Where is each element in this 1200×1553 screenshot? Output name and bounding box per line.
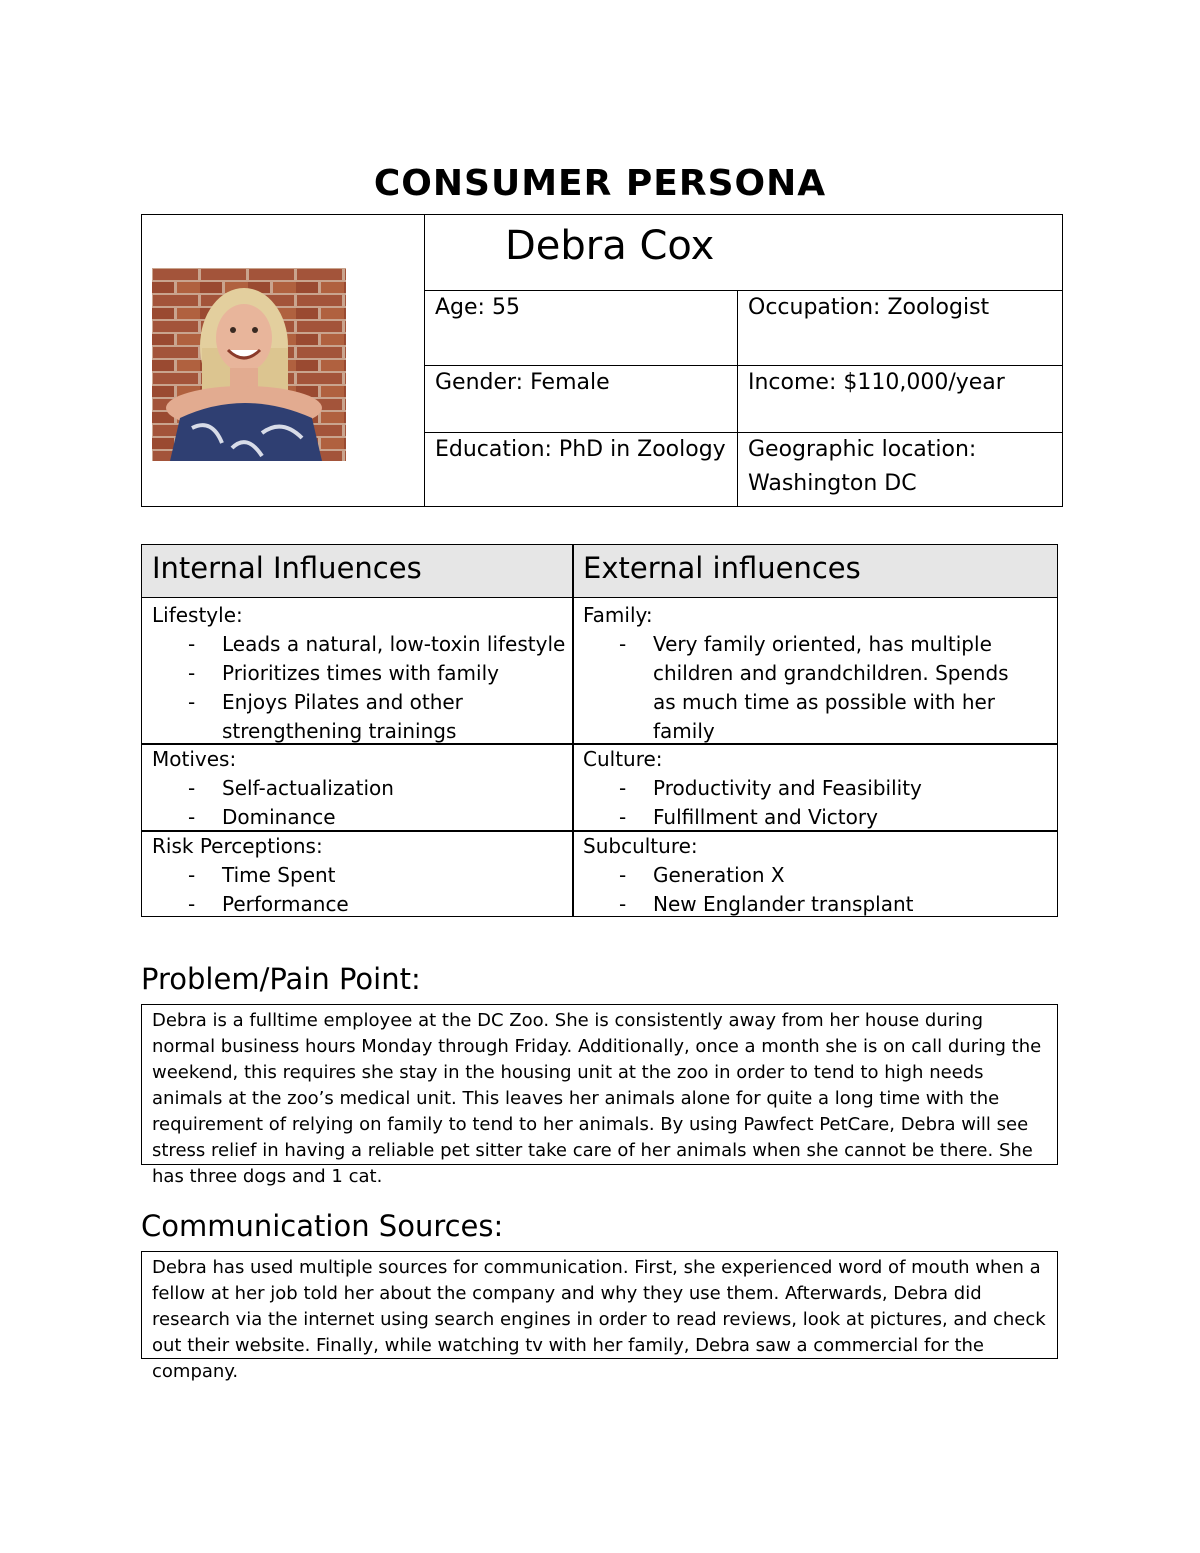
age-field xyxy=(425,291,738,365)
family-label: Family: xyxy=(583,603,653,627)
motives-list xyxy=(152,774,567,832)
location-label: Geographic location: xyxy=(748,437,977,462)
problem-heading: Problem/Pain Point: xyxy=(141,962,421,996)
list-item: - Performance xyxy=(152,890,567,919)
culture-label: Culture: xyxy=(583,747,663,771)
name-cell xyxy=(425,215,1062,291)
info-row-gender xyxy=(425,366,1062,433)
income-text: Income: $110,000/year xyxy=(748,370,1005,395)
list-item: - Fulfillment and Victory xyxy=(583,803,1023,832)
page-title: CONSUMER PERSONA xyxy=(373,163,827,204)
persona-photo xyxy=(152,268,346,461)
list-item: - Leads a natural, low-toxin lifestyle xyxy=(152,630,567,659)
age-text: Age: 55 xyxy=(435,295,520,320)
external-influences-header: External influences xyxy=(583,551,861,585)
internal-influences-header: Internal Influences xyxy=(152,551,422,585)
motives-cell xyxy=(152,745,567,832)
location-field xyxy=(738,433,1062,506)
culture-list xyxy=(583,774,1023,832)
communication-textbox: Debra has used multiple sources for communication. First, she experienced word of mouth when a fellow at her job told her about the company and why they use them. Afterwards, Debra did research via the internet using search engines in order to read reviews, look at pictures, and check out their website. Finally, while watching tv with her family, Debra saw a commercial for the company. xyxy=(141,1251,1058,1359)
family-list xyxy=(583,630,1023,746)
photo-cell xyxy=(142,215,425,506)
gender-text: Gender: Female xyxy=(435,370,610,395)
list-item: - New Englander transplant xyxy=(583,890,1023,919)
subculture-cell xyxy=(583,832,1023,919)
culture-cell xyxy=(583,745,1023,832)
lifestyle-label: Lifestyle: xyxy=(152,603,243,627)
location-value: Washington DC xyxy=(748,471,917,496)
family-cell xyxy=(583,601,1023,746)
lifestyle-list xyxy=(152,630,567,746)
income-field xyxy=(738,366,1062,432)
list-item: - Prioritizes times with family xyxy=(152,659,567,688)
list-item: - Generation X xyxy=(583,861,1023,890)
education-text: Education: PhD in Zoology xyxy=(435,437,726,462)
subculture-label: Subculture: xyxy=(583,834,698,858)
risk-list xyxy=(152,861,567,919)
motives-label: Motives: xyxy=(152,747,237,771)
lifestyle-cell xyxy=(152,601,567,746)
occupation-text: Occupation: Zoologist xyxy=(748,295,990,320)
list-item: - Self-actualization xyxy=(152,774,567,803)
list-item: - Enjoys Pilates and other strengthening trainings xyxy=(152,688,567,746)
list-item: - Time Spent xyxy=(152,861,567,890)
list-item: - Productivity and Feasibility xyxy=(583,774,1023,803)
info-row-age xyxy=(425,291,1062,366)
communication-heading: Communication Sources: xyxy=(141,1209,504,1243)
occupation-field xyxy=(738,291,1062,365)
list-item: - Very family oriented, has multiple children and grandchildren. Spends as much time as possible with her family xyxy=(583,630,1023,746)
gender-field xyxy=(425,366,738,432)
problem-textbox: Debra is a fulltime employee at the DC Zoo. She is consistently away from her house during normal business hours Monday through Friday. Additionally, once a month she is on call during the weekend, this requires she stay in the housing unit at the zoo in order to tend to high needs animals at the zoo’s medical unit. This leaves her animals alone for quite a long time with the requirement of relying on family to tend to her animals. By using Pawfect PetCare, Debra will see stress relief in having a reliable pet sitter take care of her animals when she cannot be there. She has three dogs and 1 cat. xyxy=(141,1004,1058,1165)
info-row-education xyxy=(425,433,1062,506)
risk-label: Risk Perceptions: xyxy=(152,834,323,858)
subculture-list xyxy=(583,861,1023,919)
persona-name: Debra Cox xyxy=(505,223,715,269)
risk-cell xyxy=(152,832,567,919)
education-field xyxy=(425,433,738,506)
column-divider xyxy=(572,545,574,916)
profile-table xyxy=(141,214,1063,507)
influences-header xyxy=(142,545,1057,598)
list-item: - Dominance xyxy=(152,803,567,832)
influences-table xyxy=(141,544,1058,917)
